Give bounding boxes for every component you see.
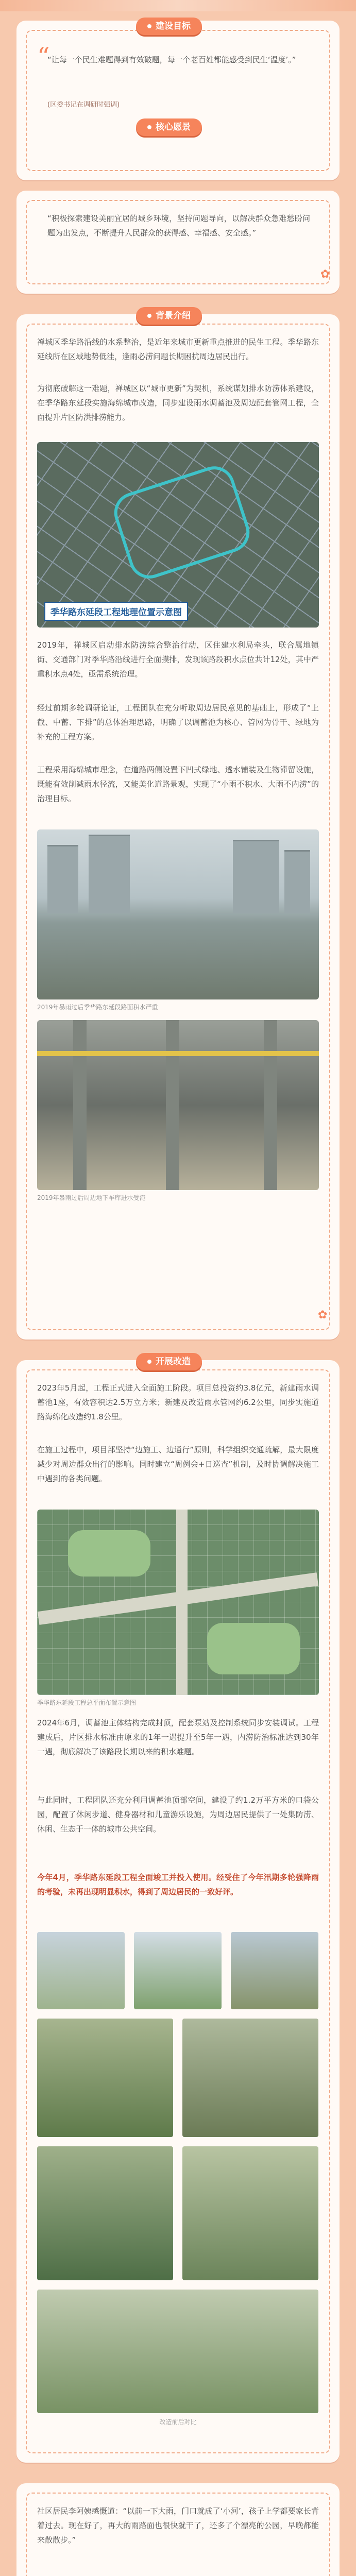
plan-road: [176, 1510, 188, 1695]
plan-green: [207, 1623, 300, 1674]
quote-goals: “让每一个民生难题得到有效破题，每一个老百姓都能感受到民生‘温度’。”: [47, 55, 296, 64]
plan-green: [68, 1530, 150, 1577]
grid-caption: 改造前后对比: [159, 2418, 197, 2426]
grid-photo: [37, 2290, 318, 2413]
grid-photo: [37, 2019, 173, 2137]
card-goals: [16, 21, 340, 180]
bg-paragraph-2: 为彻底破解这一难题，禅城区以“城市更新”为契机，系统谋划排水防涝体系建设，在季华路东延段实施海绵城市改造，同步建设雨水调蓄池及周边配套管网工程，全面提升片区防洪排涝能力。: [37, 384, 319, 422]
tag-background: [136, 307, 202, 325]
photo-building: [47, 845, 78, 913]
photo1-caption: 2019年暴雨过后季华路东延段路面积水严重: [37, 1004, 158, 1011]
map-route: [109, 461, 255, 584]
grid-photo: [231, 1932, 318, 2009]
photo-building: [89, 835, 130, 913]
bg-paragraph-5: 工程采用海绵城市理念，在道路两侧设置下凹式绿地、透水铺装及生物滞留设施，既能有效削减雨水径流，又能美化道路景观，实现了“小雨不积水、大雨不内涝”的治理目标。: [37, 765, 319, 803]
photo2-caption: 2019年暴雨过后周边地下车库进水受淹: [37, 1194, 146, 1201]
tag-background-label: 背景介绍: [156, 311, 191, 321]
bg-paragraph-4: 经过前期多轮调研论证，工程团队在充分听取周边居民意见的基础上，形成了“上截、中蓄、下排”的总体治理思路，明确了以调蓄池为核心、管网为骨干、绿地为补充的工程方案。: [37, 703, 319, 741]
before-after-grid: [37, 1932, 319, 2427]
card-outcome: [16, 2483, 340, 2576]
grid-photo: [182, 2146, 318, 2280]
tag-construction: [136, 1353, 202, 1370]
photo-flooded-road: [37, 829, 319, 999]
card-background: [16, 311, 340, 1340]
photo-building: [284, 850, 310, 913]
quote-goals-note: (区委书记在调研时强调): [47, 101, 120, 109]
tag-dot-icon: [147, 314, 151, 318]
card-construction: [16, 1357, 340, 2463]
outcome-paragraph-1: 社区居民李阿姨感慨道：“以前一下大雨，门口就成了‘小河’，孩子上学都要家长背着过去。现在好了，再大的雨路面也很快就干了，还多了个漂亮的公园，早晚都能来散散步。”: [37, 2506, 319, 2545]
tag-dot-icon: [147, 1360, 151, 1364]
location-map: [37, 442, 319, 628]
flower-icon: ✿: [318, 1309, 328, 1321]
bg-paragraph-1: 禅城区季华路沿线的水系整治，是近年来城市更新重点推进的民生工程。季华路东延线所在区域地势低洼，逢雨必涝问题长期困扰周边居民出行。: [37, 337, 319, 361]
photo-pillar: [73, 1020, 87, 1190]
photo-pillar: [166, 1020, 179, 1190]
cons-paragraph-2: 在施工过程中，项目部坚持“边施工、边通行”原则，科学组织交通疏解，最大限度减少对周边群众出行的影响。同时建立“周例会+日巡查”机制，及时协调解决施工中遇到的各类问题。: [37, 1445, 319, 1483]
photo-flooded-garage: [37, 1020, 319, 1190]
grid-photo: [134, 1932, 222, 2009]
grid-photo: [37, 2146, 173, 2280]
tag-dot-icon: [147, 24, 151, 28]
top-decorative-band: [0, 0, 356, 11]
tag-goals: [136, 18, 202, 35]
photo-pillar: [264, 1020, 277, 1190]
cons-paragraph-1: 2023年5月起，工程正式进入全面施工阶段。项目总投资约3.8亿元，新建雨水调蓄池1座，有效容积达2.5万立方米；新建及改造雨水管网约6.2公里，同步实施道路海绵化改造约1.8公里。: [37, 1383, 319, 1421]
tag-construction-label: 开展改造: [156, 1357, 191, 1367]
cons-paragraph-4: 与此同时，工程团队还充分利用调蓄池顶部空间，建设了约1.2万平方米的口袋公园，配置了休闲步道、健身器材和儿童游乐设施，为周边居民提供了一处集防涝、休闲、生态于一体的城市公共空间。: [37, 1795, 319, 1834]
map-label: 季华路东延段工程地理位置示意图: [44, 602, 188, 621]
photo-building: [233, 840, 279, 913]
plan-caption: 季华路东延段工程总平面布置示意图: [37, 1699, 137, 1706]
cons-paragraph-highlight: 今年4月，季华路东延段工程全面竣工并投入使用。经受住了今年汛期多轮强降雨的考验，未再出现明显积水，得到了周边居民的一致好评。: [37, 1873, 319, 1896]
tag-dot-icon: [147, 125, 151, 129]
grid-photo: [37, 1932, 125, 2009]
bg-paragraph-3: 2019年，禅城区启动排水防涝综合整治行动，区住建水利局牵头，联合属地镇街、交通部门对季华路沿线进行全面摸排，发现该路段积水点位共计12处，其中严重积水点4处，亟需系统治理。: [37, 640, 319, 679]
quote-open-icon: “: [37, 42, 50, 71]
tag-vision-label: 核心愿景: [156, 122, 191, 132]
card-vision: [16, 191, 340, 294]
grid-photo: [182, 2019, 318, 2137]
quote-vision: “积极探索建设美丽宜居的城乡环境，坚持问题导向，以解决群众急难愁盼问题为出发点，不断提升人民群众的获得感、幸福感、安全感。”: [47, 214, 310, 238]
cons-paragraph-3: 2024年6月，调蓄池主体结构完成封顶，配套泵站及控制系统同步安装调试。工程建成后，片区排水标准由原来的1年一遇提升至5年一遇，内涝防治标准达到30年一遇，彻底解决了该路段长期以来的积水难题。: [37, 1718, 319, 1756]
photo-stripe: [37, 1051, 319, 1056]
flower-icon: ✿: [320, 268, 330, 281]
tag-goals-label: 建设目标: [156, 21, 191, 31]
site-plan: [37, 1510, 319, 1695]
tag-vision: [136, 118, 202, 136]
